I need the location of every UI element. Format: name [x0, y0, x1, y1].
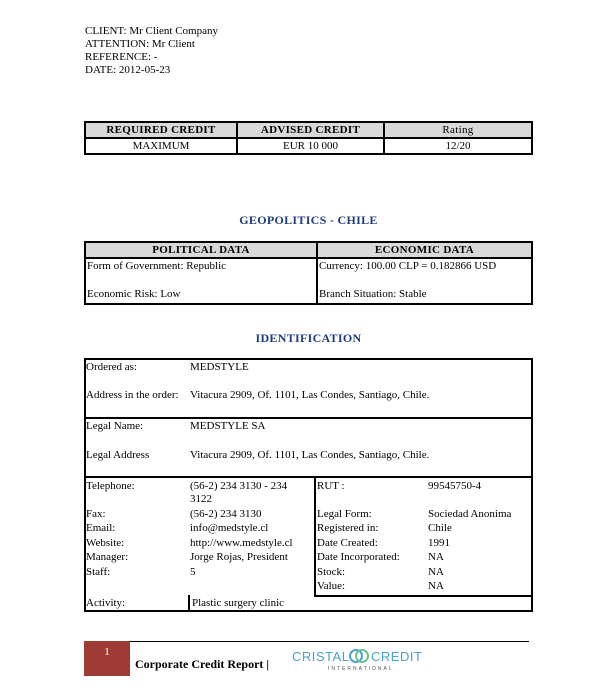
logo-subtext: INTERNATIONAL — [328, 666, 394, 672]
political-data-cell — [85, 258, 317, 304]
branch-situation: Branch Situation: Stable — [319, 288, 427, 300]
activity-label: Activity: — [86, 597, 126, 609]
staff-label: Staff: — [86, 566, 111, 578]
currency-rate: Currency: 100.00 CLP = 0.182866 USD — [319, 260, 497, 272]
address-order-value: Vitacura 2909, Of. 1101, Las Condes, Santiago, Chile. — [190, 389, 430, 401]
report-title: Corporate Credit Report | — [135, 657, 270, 671]
manager-label: Manager: — [86, 551, 129, 563]
value-label: Value: — [317, 580, 346, 592]
page-number-box — [84, 641, 130, 676]
registered-value: Chile — [428, 522, 452, 534]
manager-value: Jorge Rojas, President — [190, 551, 288, 563]
staff-value: 5 — [190, 566, 196, 578]
footer-rule — [130, 641, 529, 642]
fax-value: (56-2) 234 3130 — [190, 508, 262, 520]
logo-mark-icon — [349, 648, 369, 664]
divider — [314, 595, 533, 597]
geopolitics-table — [84, 241, 533, 305]
advised-credit-value: EUR 10 000 — [237, 138, 384, 154]
client-line: CLIENT: Mr Client Company — [85, 25, 218, 37]
ordered-as-value: MEDSTYLE — [190, 361, 249, 373]
political-data-header: POLITICAL DATA — [85, 242, 317, 258]
cristal-credit-logo — [292, 647, 432, 675]
website-value: http://www.medstyle.cl — [190, 537, 293, 549]
address-order-label: Address in the order: — [86, 389, 179, 401]
date-incorporated-label: Date Incorporated: — [317, 551, 400, 563]
date-line: DATE: 2012-05-23 — [85, 64, 171, 76]
rating-value: 12/20 — [384, 138, 532, 154]
rut-label: RUT : — [317, 480, 345, 492]
fax-label: Fax: — [86, 508, 106, 520]
divider — [84, 476, 533, 478]
advised-credit-header: ADVISED CREDIT — [237, 122, 384, 138]
divider — [314, 476, 316, 597]
rating-header: Rating — [384, 122, 532, 138]
legal-address-value: Vitacura 2909, Of. 1101, Las Condes, Santiago, Chile. — [190, 449, 430, 461]
value-value: NA — [428, 580, 444, 592]
reference-line: REFERENCE: - — [85, 51, 158, 63]
date-incorporated-value: NA — [428, 551, 444, 563]
email-label: Email: — [86, 522, 116, 534]
page-number: 1 — [104, 646, 110, 658]
legal-name-value: MEDSTYLE SA — [190, 420, 266, 432]
logo-text-left: CRISTAL — [292, 649, 350, 664]
divider — [84, 417, 533, 419]
logo-text-right: CREDIT — [371, 649, 423, 664]
date-created-label: Date Created: — [317, 537, 378, 549]
email-value: info@medstyle.cl — [190, 522, 269, 534]
date-created-value: 1991 — [428, 537, 450, 549]
website-label: Website: — [86, 537, 125, 549]
legal-address-label: Legal Address — [86, 449, 150, 461]
stock-label: Stock: — [317, 566, 346, 578]
telephone-value: (56-2) 234 3130 - 234 — [190, 480, 288, 492]
identification-title: IDENTIFICATION — [255, 331, 362, 345]
legal-form-value: Sociedad Anonima — [428, 508, 512, 520]
attention-line: ATTENTION: Mr Client — [85, 38, 195, 50]
economic-data-cell — [317, 258, 532, 304]
registered-label: Registered in: — [317, 522, 379, 534]
telephone-value-cont: 3122 — [190, 493, 212, 505]
geopolitics-title: GEOPOLITICS - CHILE — [239, 213, 378, 227]
ordered-as-label: Ordered as: — [86, 361, 138, 373]
required-credit-header: REQUIRED CREDIT — [85, 122, 237, 138]
divider — [188, 595, 190, 610]
telephone-label: Telephone: — [86, 480, 135, 492]
rut-value: 99545750-4 — [428, 480, 482, 492]
stock-value: NA — [428, 566, 444, 578]
credit-table — [84, 121, 533, 155]
required-credit-value: MAXIMUM — [85, 138, 237, 154]
economic-risk: Economic Risk: Low — [87, 288, 181, 300]
activity-value: Plastic surgery clinic — [192, 597, 285, 609]
legal-name-label: Legal Name: — [86, 420, 144, 432]
legal-form-label: Legal Form: — [317, 508, 372, 520]
form-of-government: Form of Government: Republic — [87, 260, 227, 272]
economic-data-header: ECONOMIC DATA — [317, 242, 532, 258]
